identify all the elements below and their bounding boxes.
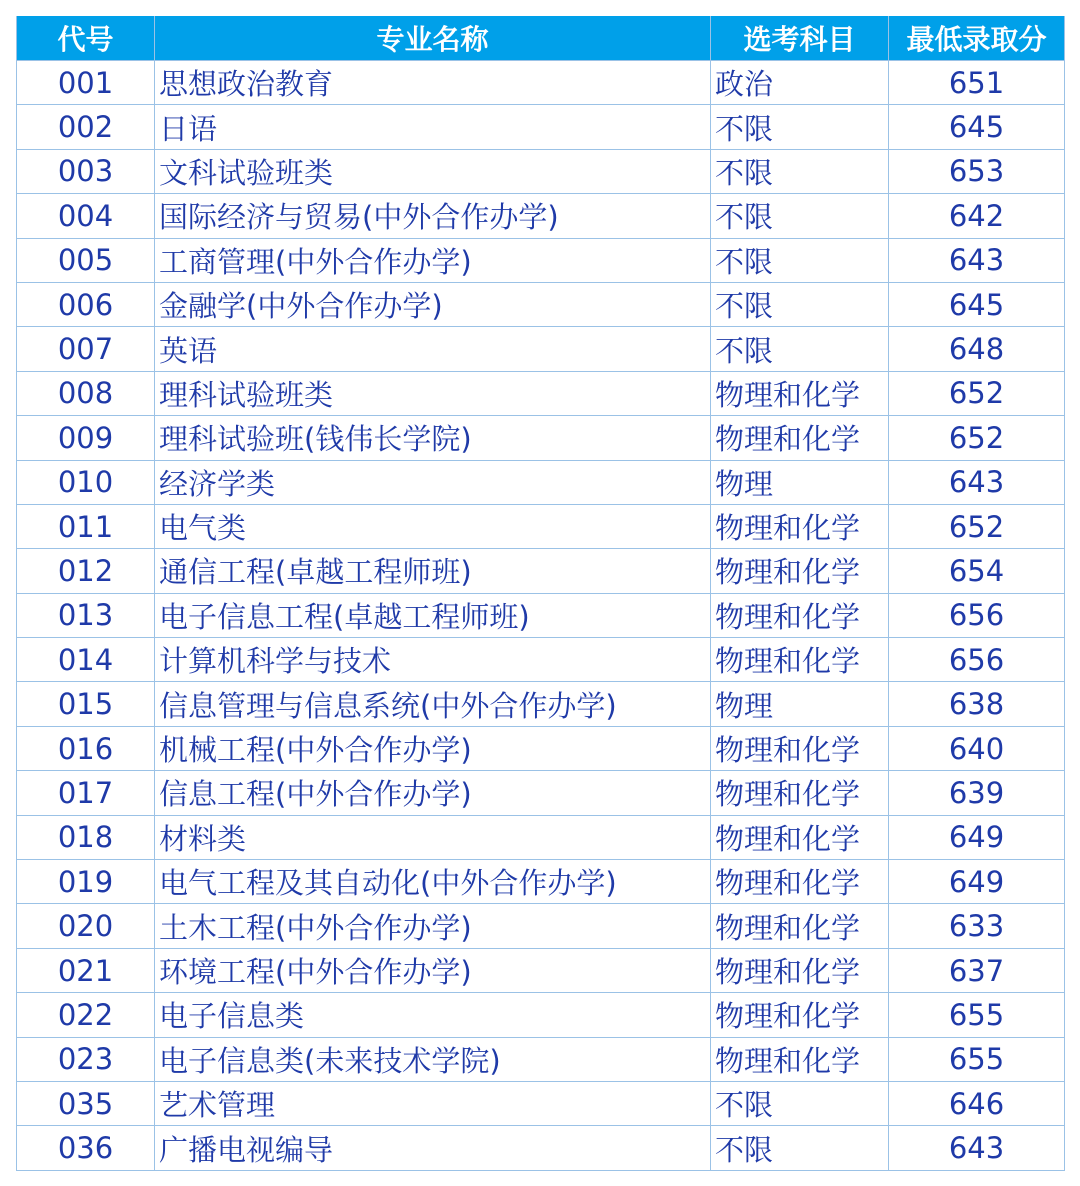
code-cell: 020 [17, 904, 155, 948]
subject-cell: 物理和化学 [711, 549, 889, 593]
table-row [17, 948, 1065, 992]
major-name-cell: 材料类 [155, 815, 711, 859]
code-cell: 022 [17, 993, 155, 1037]
code-cell: 007 [17, 327, 155, 371]
code-cell: 015 [17, 682, 155, 726]
code-cell: 023 [17, 1037, 155, 1081]
subject-cell: 物理和化学 [711, 504, 889, 548]
code-cell: 009 [17, 416, 155, 460]
min-score-cell: 655 [889, 1037, 1065, 1081]
table-row [17, 682, 1065, 726]
major-name-cell: 通信工程(卓越工程师班) [155, 549, 711, 593]
major-name-cell: 机械工程(中外合作办学) [155, 726, 711, 770]
table-row [17, 460, 1065, 504]
min-score-cell: 637 [889, 948, 1065, 992]
major-name-cell: 理科试验班(钱伟长学院) [155, 416, 711, 460]
subject-cell: 物理和化学 [711, 638, 889, 682]
header-major-name: 专业名称 [155, 16, 711, 61]
header-min-score: 最低录取分 [889, 16, 1065, 61]
min-score-cell: 649 [889, 860, 1065, 904]
table-row [17, 61, 1065, 105]
min-score-cell: 648 [889, 327, 1065, 371]
subject-cell: 不限 [711, 282, 889, 326]
min-score-cell: 655 [889, 993, 1065, 1037]
min-score-cell: 645 [889, 282, 1065, 326]
major-name-cell: 英语 [155, 327, 711, 371]
subject-cell: 不限 [711, 194, 889, 238]
code-cell: 016 [17, 726, 155, 770]
subject-cell: 物理 [711, 682, 889, 726]
subject-cell: 物理和化学 [711, 416, 889, 460]
min-score-cell: 643 [889, 1126, 1065, 1170]
code-cell: 018 [17, 815, 155, 859]
min-score-cell: 651 [889, 61, 1065, 105]
subject-cell: 不限 [711, 105, 889, 149]
code-cell: 008 [17, 371, 155, 415]
major-name-cell: 信息工程(中外合作办学) [155, 771, 711, 815]
min-score-cell: 646 [889, 1081, 1065, 1125]
subject-cell: 物理和化学 [711, 904, 889, 948]
subject-cell: 物理 [711, 460, 889, 504]
major-name-cell: 理科试验班类 [155, 371, 711, 415]
subject-cell: 不限 [711, 1126, 889, 1170]
table-row [17, 815, 1065, 859]
code-cell: 011 [17, 504, 155, 548]
min-score-cell: 645 [889, 105, 1065, 149]
table-row [17, 904, 1065, 948]
major-name-cell: 广播电视编导 [155, 1126, 711, 1170]
min-score-cell: 652 [889, 371, 1065, 415]
code-cell: 004 [17, 194, 155, 238]
code-cell: 014 [17, 638, 155, 682]
min-score-cell: 656 [889, 638, 1065, 682]
subject-cell: 物理和化学 [711, 593, 889, 637]
min-score-cell: 633 [889, 904, 1065, 948]
subject-cell: 物理和化学 [711, 371, 889, 415]
major-name-cell: 金融学(中外合作办学) [155, 282, 711, 326]
code-cell: 006 [17, 282, 155, 326]
table-header-row [17, 16, 1065, 61]
code-cell: 003 [17, 149, 155, 193]
major-name-cell: 国际经济与贸易(中外合作办学) [155, 194, 711, 238]
table-row [17, 371, 1065, 415]
major-name-cell: 土木工程(中外合作办学) [155, 904, 711, 948]
table-row [17, 149, 1065, 193]
major-name-cell: 思想政治教育 [155, 61, 711, 105]
code-cell: 036 [17, 1126, 155, 1170]
subject-cell: 物理和化学 [711, 771, 889, 815]
min-score-cell: 638 [889, 682, 1065, 726]
major-name-cell: 电气类 [155, 504, 711, 548]
admission-score-table [16, 16, 1065, 1171]
min-score-cell: 654 [889, 549, 1065, 593]
table-row [17, 1037, 1065, 1081]
min-score-cell: 656 [889, 593, 1065, 637]
table-row [17, 993, 1065, 1037]
min-score-cell: 640 [889, 726, 1065, 770]
subject-cell: 物理和化学 [711, 726, 889, 770]
major-name-cell: 电子信息工程(卓越工程师班) [155, 593, 711, 637]
table-row [17, 416, 1065, 460]
min-score-cell: 652 [889, 504, 1065, 548]
subject-cell: 不限 [711, 149, 889, 193]
min-score-cell: 643 [889, 460, 1065, 504]
table-row [17, 549, 1065, 593]
table-row [17, 194, 1065, 238]
table-row [17, 593, 1065, 637]
subject-cell: 不限 [711, 238, 889, 282]
min-score-cell: 642 [889, 194, 1065, 238]
code-cell: 001 [17, 61, 155, 105]
code-cell: 035 [17, 1081, 155, 1125]
min-score-cell: 643 [889, 238, 1065, 282]
table-row [17, 726, 1065, 770]
table-row [17, 238, 1065, 282]
table-row [17, 771, 1065, 815]
min-score-cell: 652 [889, 416, 1065, 460]
major-name-cell: 文科试验班类 [155, 149, 711, 193]
table-row [17, 504, 1065, 548]
major-name-cell: 信息管理与信息系统(中外合作办学) [155, 682, 711, 726]
major-name-cell: 工商管理(中外合作办学) [155, 238, 711, 282]
major-name-cell: 艺术管理 [155, 1081, 711, 1125]
min-score-cell: 653 [889, 149, 1065, 193]
subject-cell: 物理和化学 [711, 993, 889, 1037]
code-cell: 002 [17, 105, 155, 149]
code-cell: 021 [17, 948, 155, 992]
subject-cell: 物理和化学 [711, 860, 889, 904]
major-name-cell: 电子信息类(未来技术学院) [155, 1037, 711, 1081]
code-cell: 013 [17, 593, 155, 637]
table-row [17, 1126, 1065, 1170]
major-name-cell: 计算机科学与技术 [155, 638, 711, 682]
subject-cell: 不限 [711, 1081, 889, 1125]
table-row [17, 638, 1065, 682]
major-name-cell: 经济学类 [155, 460, 711, 504]
subject-cell: 物理和化学 [711, 1037, 889, 1081]
code-cell: 017 [17, 771, 155, 815]
subject-cell: 物理和化学 [711, 815, 889, 859]
code-cell: 010 [17, 460, 155, 504]
min-score-cell: 639 [889, 771, 1065, 815]
code-cell: 012 [17, 549, 155, 593]
subject-cell: 政治 [711, 61, 889, 105]
table-row [17, 860, 1065, 904]
table-row [17, 1081, 1065, 1125]
code-cell: 005 [17, 238, 155, 282]
code-cell: 019 [17, 860, 155, 904]
table-row [17, 105, 1065, 149]
subject-cell: 不限 [711, 327, 889, 371]
table-row [17, 282, 1065, 326]
subject-cell: 物理和化学 [711, 948, 889, 992]
major-name-cell: 电气工程及其自动化(中外合作办学) [155, 860, 711, 904]
header-subject: 选考科目 [711, 16, 889, 61]
header-code: 代号 [17, 16, 155, 61]
major-name-cell: 环境工程(中外合作办学) [155, 948, 711, 992]
major-name-cell: 日语 [155, 105, 711, 149]
min-score-cell: 649 [889, 815, 1065, 859]
major-name-cell: 电子信息类 [155, 993, 711, 1037]
table-row [17, 327, 1065, 371]
